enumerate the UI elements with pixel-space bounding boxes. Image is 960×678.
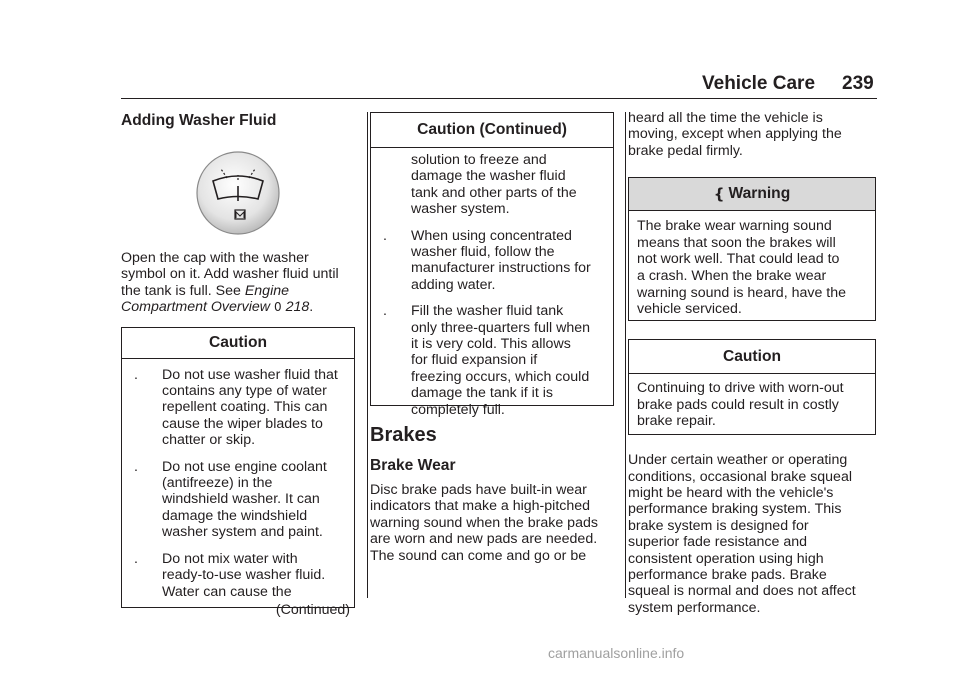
brake-wear-heading: Brake Wear — [370, 457, 456, 474]
caution-item: . Do not mix water with ready-to-use washer fluid. Water can cause the — [134, 550, 326, 600]
caution-lead: solution to freeze and damage the washer fluid tank and other parts of the washer system. — [411, 152, 577, 218]
caution-box — [121, 327, 355, 618]
washer-intro: Open the cap with the washer symbol on it. Add washer fluid until the tank is full. See Engine Compartment Overview 0 218. — [121, 250, 339, 316]
xref-page[interactable]: 218 — [285, 299, 310, 316]
caution-continued-title: Caution (Continued) — [371, 113, 613, 148]
xref-link[interactable]: Compartment Overview — [121, 299, 271, 316]
caution-item: . Fill the washer fluid tank only three-quarters full when it is very cold. This allows for fluid expansion if freezing occurs, which could damage the tank if it is completely full. — [383, 303, 591, 418]
caution-item: . When using concentrated washer fluid, follow the manufacturer instructions for adding water. — [383, 227, 591, 293]
washer-fluid-icon — [195, 150, 281, 236]
continued-label: (Continued) — [275, 601, 350, 618]
washer-fluid-symbol — [121, 150, 355, 236]
warning-box — [628, 177, 876, 321]
column-divider — [625, 112, 626, 598]
caution-text: Continuing to drive with worn-out brake pads could result in costly brake repair. — [637, 380, 844, 430]
caution-title-2: Caution — [629, 340, 875, 374]
brakes-heading: Brakes — [370, 424, 437, 446]
page-ref-arrow-icon: 0 — [273, 300, 282, 315]
page-number: 239 — [842, 73, 874, 94]
washer-fluid-heading: Adding Washer Fluid — [121, 112, 277, 129]
watermark: carmanualsonline.info — [548, 645, 685, 661]
column-right — [628, 100, 876, 616]
column-left — [121, 100, 355, 618]
xref-link[interactable]: Engine — [244, 282, 290, 299]
warning-title: { Warning — [629, 178, 875, 211]
warning-text: The brake wear warning sound means that soon the brakes will not work well. That could lead to a crash. When the brake wear warning sound is heard, have the vehicle serviced. — [637, 218, 847, 318]
caution-item: . Do not use engine coolant (antifreeze) in the windshield washer. It can damage the windshield washer system and paint. — [134, 458, 327, 541]
warning-triangle-icon: { — [713, 185, 725, 204]
column-divider — [367, 112, 368, 598]
caution-continued-box — [370, 112, 614, 418]
brake-squeal-text: Under certain weather or operating conditions, occasional brake squeal might be heard with the vehicle's performance braking system. This brake system is designed for superior fade resistance and consistent operation using high performance brake pads. Brake squeal is normal and does not affect system performance. — [628, 452, 856, 616]
caution-item: . Do not use washer fluid that contains any type of water repellent coating. This can cause the wiper blades to chatter or skip. — [134, 366, 338, 449]
header-rule — [121, 98, 877, 99]
brake-wear-continued: heard all the time the vehicle is moving, except when applying the brake pedal firmly. — [628, 110, 842, 159]
caution-title: Caution — [208, 333, 268, 351]
brake-wear-text: Disc brake pads have built-in wear indicators that make a high-pitched warning sound when the brake pads are worn and new pads are needed. The sound can come and go or be — [370, 482, 598, 564]
column-middle — [370, 100, 614, 564]
section-title: Vehicle Care — [702, 73, 816, 94]
caution-box-2 — [628, 339, 876, 435]
